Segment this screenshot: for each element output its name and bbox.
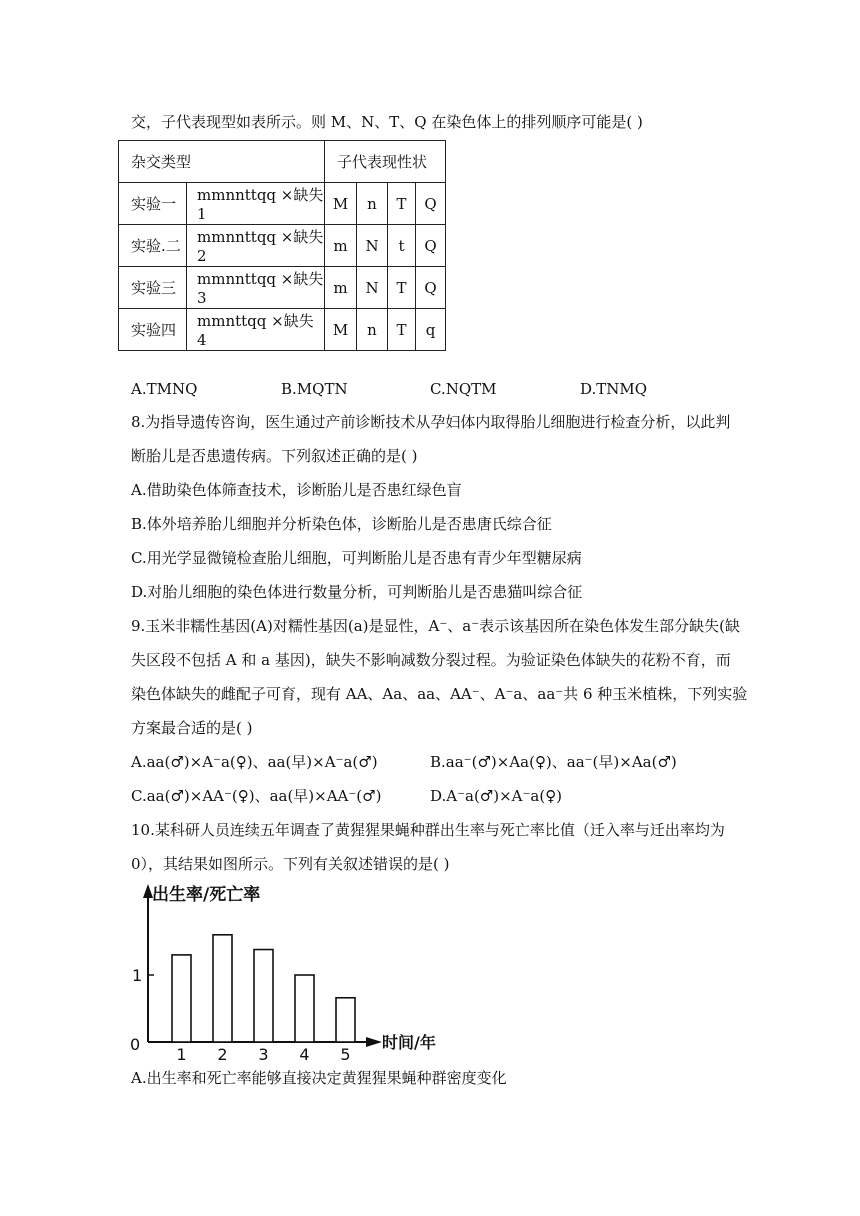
q9-option-b[interactable]: B.aa⁻(♂)×Aa(♀)、aa⁻(早)×Aa(♂) xyxy=(430,753,677,771)
bar-year-3 xyxy=(254,950,273,1042)
table-header-row xyxy=(119,141,446,183)
q10-option-a[interactable]: A.出生率和死亡率能够直接决定黄猩猩果蝇种群密度变化 xyxy=(131,1069,507,1087)
trait-cell: T xyxy=(388,309,416,351)
row-cross: mmnttqq ×缺失 4 xyxy=(187,309,325,351)
q8-option-a[interactable]: A.借助染色体筛查技术，诊断胎儿是否患红绿色盲 xyxy=(131,481,462,499)
trait-cell: T xyxy=(388,183,416,225)
q10-stem-line: 10.某科研人员连续五年调查了黄猩猩果蝇种群出生率与死亡率比值（迁入率与迁出率均为 xyxy=(131,821,725,839)
q8-option-b[interactable]: B.体外培养胎儿细胞并分析染色体，诊断胎儿是否患唐氏综合征 xyxy=(131,515,552,533)
q9-option-c[interactable]: C.aa(♂)×AA⁻(♀)、aa(早)×AA⁻(♂) xyxy=(131,787,382,805)
trait-cell: N xyxy=(357,267,388,309)
q7-option-c[interactable]: C.NQTM xyxy=(430,380,497,398)
trait-cell: t xyxy=(388,225,416,267)
trait-cell: n xyxy=(357,183,388,225)
table-row xyxy=(119,183,446,225)
q7-option-a[interactable]: A.TMNQ xyxy=(131,380,198,398)
trait-cell: m xyxy=(325,225,357,267)
q8-stem-line: 8.为指导遗传咨询，医生通过产前诊断技术从孕妇体内取得胎儿细胞进行检查分析，以此判 xyxy=(131,413,731,431)
cross-table xyxy=(118,140,446,351)
q8-option-d[interactable]: D.对胎儿细胞的染色体进行数量分析，可判断胎儿是否患猫叫综合征 xyxy=(131,583,583,601)
x-axis-arrow xyxy=(366,1037,382,1047)
q9-stem-line: 染色体缺失的雌配子可育，现有 AA、Aa、aa、AA⁻、A⁻a、aa⁻共 6 种玉米植株，下列实验 xyxy=(131,685,748,703)
x-axis-label: 时间/年 xyxy=(382,1033,436,1052)
trait-cell: Q xyxy=(416,267,446,309)
row-name: 实验四 xyxy=(119,309,187,351)
bar-year-2 xyxy=(213,935,232,1042)
trait-cell: N xyxy=(357,225,388,267)
row-name: 实验三 xyxy=(119,267,187,309)
birth-death-ratio-chart xyxy=(130,882,436,1064)
q9-option-a[interactable]: A.aa(♂)×A⁻a(♀)、aa(早)×A⁻a(♂) xyxy=(131,753,378,771)
row-cross: mmnnttqq ×缺失 3 xyxy=(187,267,325,309)
bar-year-5 xyxy=(336,998,355,1042)
origin-label: 0 xyxy=(130,1035,141,1054)
q9-stem-line: 失区段不包括 A 和 a 基因)，缺失不影响减数分裂过程。为验证染色体缺失的花粉不育，而 xyxy=(131,651,731,669)
bar-year-1 xyxy=(172,955,191,1042)
trait-cell: n xyxy=(357,309,388,351)
trait-cell: Q xyxy=(416,183,446,225)
x-tick-label: 5 xyxy=(340,1045,351,1064)
trait-cell: Q xyxy=(416,225,446,267)
q8-option-c[interactable]: C.用光学显微镜检查胎儿细胞，可判断胎儿是否患有青少年型糖尿病 xyxy=(131,549,582,567)
x-tick-label: 1 xyxy=(176,1045,187,1064)
trait-cell: m xyxy=(325,267,357,309)
row-cross: mmnnttqq ×缺失 1 xyxy=(187,183,325,225)
q10-stem-line: 0），其结果如图所示。下列有关叙述错误的是( ) xyxy=(131,855,450,873)
row-cross: mmnnttqq ×缺失 2 xyxy=(187,225,325,267)
q9-option-d[interactable]: D.A⁻a(♂)×A⁻a(♀) xyxy=(430,787,563,805)
q7-option-b[interactable]: B.MQTN xyxy=(281,380,348,398)
table-row xyxy=(119,309,446,351)
x-tick-label: 3 xyxy=(258,1045,269,1064)
header-cross-type: 杂交类型 xyxy=(119,141,325,183)
row-name: 实验一 xyxy=(119,183,187,225)
x-tick-label: 2 xyxy=(217,1045,228,1064)
x-tick-label: 4 xyxy=(299,1045,310,1064)
row-name: 实验.二 xyxy=(119,225,187,267)
trait-cell: M xyxy=(325,309,357,351)
trait-cell: q xyxy=(416,309,446,351)
header-offspring-traits: 子代表现性状 xyxy=(325,141,446,183)
trait-cell: M xyxy=(325,183,357,225)
y-axis-label: 出生率/死亡率 xyxy=(152,885,261,905)
q7-option-d[interactable]: D.TNMQ xyxy=(580,380,648,398)
table-row xyxy=(119,267,446,309)
q7-stem-tail: 交，子代表现型如表所示。则 M、N、T、Q 在染色体上的排列顺序可能是( ) xyxy=(131,113,643,131)
table-row xyxy=(119,225,446,267)
q9-stem-line: 方案最合适的是( ) xyxy=(131,719,253,737)
y-tick-label: 1 xyxy=(132,966,143,985)
bar-year-4 xyxy=(295,975,314,1042)
q9-stem-line: 9.玉米非糯性基因(A)对糯性基因(a)是显性，A⁻、a⁻表示该基因所在染色体发生部分缺失(缺 xyxy=(131,617,740,635)
q8-stem-line: 断胎儿是否患遗传病。下列叙述正确的是( ) xyxy=(131,447,418,465)
trait-cell: T xyxy=(388,267,416,309)
